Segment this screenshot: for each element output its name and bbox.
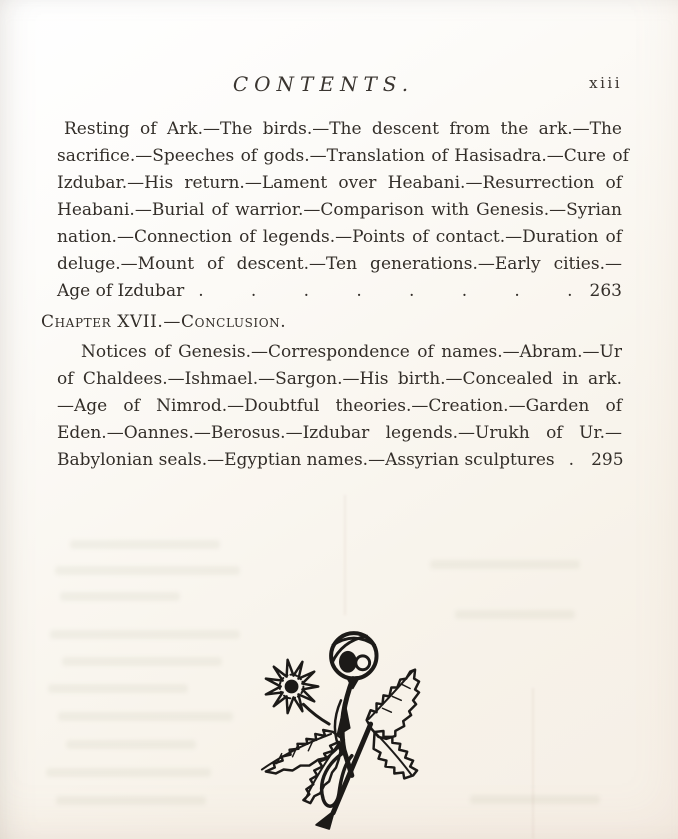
- page-header: [57, 72, 622, 102]
- toc-entry-continuation: [57, 116, 629, 305]
- page-reference: 263: [589, 281, 622, 301]
- toc-line: nation.—Connection of legends.—Points of contact.—Duration of: [57, 227, 622, 247]
- dot-leaders: .: [568, 450, 576, 470]
- chapter-heading: Chapter XVII.—Conclusion.: [41, 312, 287, 332]
- toc-line: —Age of Nimrod.—Doubtful theories.—Creation.—Garden of: [57, 396, 622, 416]
- toc-line: sacrifice.—Speeches of gods.—Translation of Hasisadra.—Cure of: [57, 146, 629, 166]
- globe-flower-inner: [356, 656, 370, 670]
- right-up-leaf: [367, 670, 419, 739]
- toc-line: deluge.—Mount of descent.—Ten generations.—Early cities.—: [57, 254, 622, 274]
- star-flower-center: [285, 680, 299, 694]
- page-reference: 295: [591, 450, 624, 470]
- toc-entry-chapter-17: [57, 339, 622, 474]
- toc-line-with-page-ref: [57, 278, 622, 305]
- globe-flower-dark-center: [339, 651, 357, 673]
- toc-line: Eden.—Oannes.—Berosus.—Izdubar legends.—Urukh of Ur.—: [57, 423, 622, 443]
- toc-line: Heabani.—Burial of warrior.—Comparison with Genesis.—Syrian: [57, 200, 622, 220]
- botanical-tailpiece-illustration: [254, 624, 422, 834]
- cut-stem-stub: [316, 811, 334, 829]
- toc-entry-text: Babylonian seals.—Egyptian names.—Assyrian sculptures: [57, 450, 555, 470]
- star-flower-stem: [303, 704, 329, 724]
- toc-line: of Chaldees.—Ishmael.—Sargon.—His birth.—Concealed in ark.: [57, 369, 622, 389]
- toc-line: Resting of Ark.—The birds.—The descent from the ark.—The: [64, 119, 622, 139]
- toc-line: Izdubar.—His return.—Lament over Heabani.—Resurrection of: [57, 173, 622, 193]
- page-title: CONTENTS.: [232, 72, 415, 96]
- toc-line-with-page-ref: [57, 447, 622, 474]
- dot-leaders: . . . . . . . .: [198, 281, 574, 301]
- toc-line: Notices of Genesis.—Correspondence of names.—Abram.—Ur: [81, 342, 622, 362]
- toc-entry-text: Age of Izdubar: [57, 281, 185, 301]
- folio-page-number: xiii: [589, 74, 622, 92]
